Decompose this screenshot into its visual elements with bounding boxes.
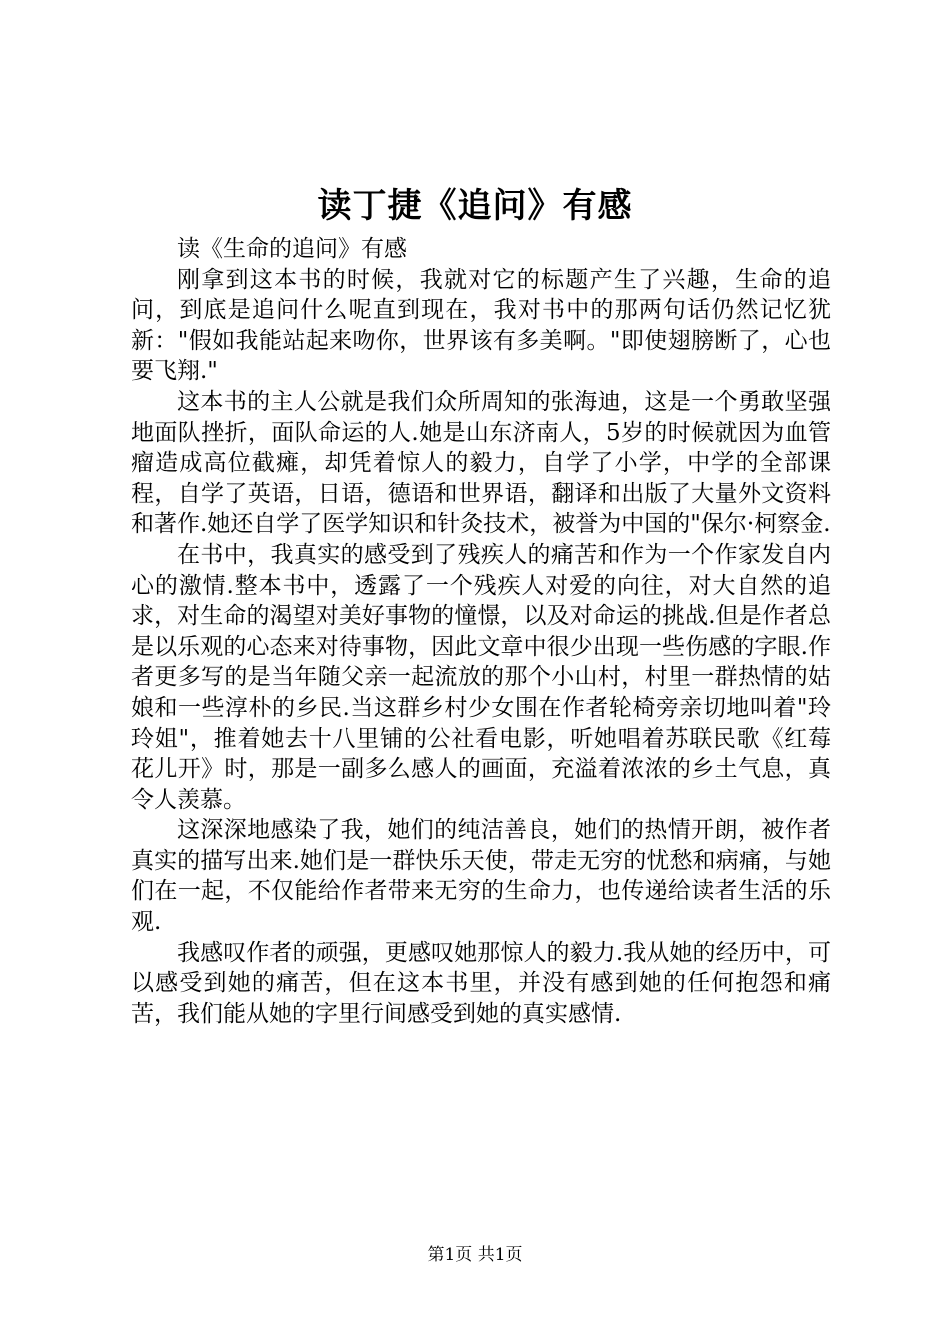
document-title: 读丁捷《追问》有感 [317, 186, 633, 226]
paragraph: 这深深地感染了我，她们的纯洁善良，她们的热情开朗，被作者真实的描写出来.她们是一群快乐天使，带走无穷的忧愁和病痛，与她们在一起，不仅能给作者带来无穷的生命力，也传递给读者生活的乐观. [131, 817, 831, 936]
paragraph: 我感叹作者的顽强，更感叹她那惊人的毅力.我从她的经历中，可以感受到她的痛苦，但在这本书里，并没有感到她的任何抱怨和痛苦，我们能从她的字里行间感受到她的真实感情. [131, 939, 831, 1027]
paragraph: 在书中，我真实的感受到了残疾人的痛苦和作为一个作家发自内心的激情.整本书中，透露了一个残疾人对爱的向往，对大自然的追求，对生命的渴望对美好事物的憧憬，以及对命运的挑战.但是作者总是以乐观的心态来对待事物，因此文章中很少出现一些伤感的字眼.作者更多写的是当年随父亲一起流放的那个小山村，村里一群热情的姑娘和一些淳朴的乡民.当这群乡村少女围在作者轮椅旁亲切地叫着"玲玲姐"，推着她去十八里铺的公社看电影，听她唱着苏联民歌《红莓花儿开》时，那是一副多么感人的画面，充溢着浓浓的乡土气息，真令人羡慕。 [131, 541, 831, 813]
page-footer: 第1页 共1页 [427, 1245, 523, 1265]
document-body [131, 234, 831, 1029]
paragraph: 刚拿到这本书的时候，我就对它的标题产生了兴趣，生命的追问，到底是追问什么呢直到现在，我对书中的那两句话仍然记忆犹新："假如我能站起来吻你，世界该有多美啊。"即使翅膀断了，心也要飞翔." [131, 266, 831, 385]
paragraph-subtitle: 读《生命的追问》有感 [177, 236, 407, 262]
paragraph: 这本书的主人公就是我们众所周知的张海迪，这是一个勇敢坚强地面队挫折，面队命运的人.她是山东济南人，5岁的时候就因为血管瘤造成高位截瘫，却凭着惊人的毅力，自学了小学，中学的全部课程，自学了英语，日语，德语和世界语，翻译和出版了大量外文资料和著作.她还自学了医学知识和针灸技术，被誉为中国的"保尔·柯察金. [131, 388, 831, 538]
